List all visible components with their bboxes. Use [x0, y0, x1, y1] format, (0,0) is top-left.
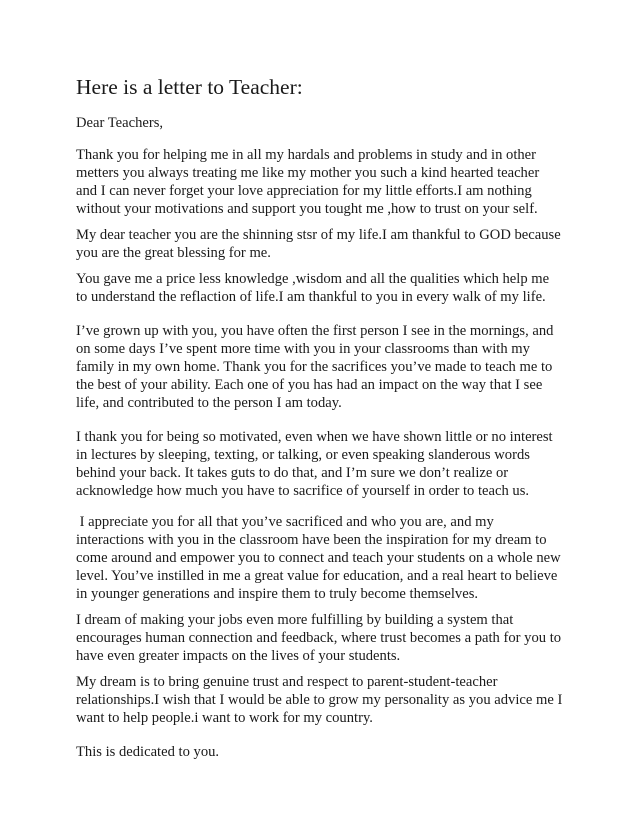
paragraph-line: life, and contributed to the person I am today. [76, 395, 342, 411]
paragraph-4 [76, 322, 566, 412]
paragraph-line: I appreciate you for all that you’ve sacrificed and who you are, and my [76, 514, 494, 530]
paragraph-line: interactions with you in the classroom have been the inspiration for my dream to [76, 532, 547, 548]
paragraph-line: You gave me a price less knowledge ,wisdom and all the qualities which help me [76, 271, 550, 287]
paragraph-5 [76, 428, 566, 500]
paragraph-line: the best of your ability. Each one of you has had an impact on the way that I see [76, 377, 543, 393]
paragraph-7 [76, 611, 566, 665]
closing-line [76, 743, 566, 761]
paragraph-8 [76, 673, 566, 727]
paragraph-line: you are the great blessing for me. [76, 245, 271, 261]
paragraph-line: to understand the reflaction of life.I am thankful to you in every walk of my life. [76, 289, 546, 305]
paragraph-line: behind your back. It takes guts to do that, and I’m sure we don’t realize or [76, 465, 509, 481]
paragraph-line: I’ve grown up with you, you have often the first person I see in the mornings, and [76, 323, 554, 339]
paragraph-line: and I can never forget your love appreciation for my little efforts.I am nothing [76, 183, 532, 199]
paragraph-line: My dream is to bring genuine trust and respect to parent-student-teacher [76, 674, 498, 690]
page-title: Here is a letter to Teacher: [76, 75, 303, 99]
paragraph-6 [76, 513, 566, 603]
paragraph-line: have even greater impacts on the lives of your students. [76, 648, 401, 664]
paragraph-line: level. You’ve instilled in me a great value for education, and a real heart to believe [76, 568, 558, 584]
paragraph-line: family in my own home. Thank you for the sacrifices you’ve made to teach me to [76, 359, 553, 375]
paragraph-line: come around and empower you to connect and teach your students on a whole new [76, 550, 561, 566]
paragraph-line: acknowledge how much you have to sacrifice of yourself in order to teach us. [76, 483, 530, 499]
paragraph-line: in younger generations and inspire them to truly become themselves. [76, 586, 479, 602]
paragraph-line: My dear teacher you are the shinning stsr of my life.I am thankful to GOD because [76, 227, 561, 243]
paragraph-line: I dream of making your jobs even more fulfilling by building a system that [76, 612, 514, 628]
paragraph-line: This is dedicated to you. [76, 744, 220, 760]
paragraph-line: encourages human connection and feedback, where trust becomes a path for you to [76, 630, 562, 646]
paragraph-line: relationships.I wish that I would be able to grow my personality as you advice me I [76, 692, 563, 708]
paragraph-3 [76, 270, 566, 306]
salutation: Dear Teachers, [76, 115, 164, 131]
paragraph-line: without your motivations and support you tought me ,how to trust on your self. [76, 201, 538, 217]
paragraph-line: I thank you for being so motivated, even when we have shown little or no interest [76, 429, 553, 445]
paragraph-2 [76, 226, 566, 262]
paragraph-1 [76, 146, 566, 218]
letter-page [76, 72, 566, 761]
paragraph-line: in lectures by sleeping, texting, or talking, or even speaking slanderous words [76, 447, 530, 463]
paragraph-line: on some days I’ve spent more time with you in your classrooms than with my [76, 341, 530, 357]
paragraph-line: want to help people.i want to work for my country. [76, 710, 373, 726]
paragraph-line: Thank you for helping me in all my hardals and problems in study and in other [76, 147, 537, 163]
paragraph-line: metters you always treating me like my mother you such a kind hearted teacher [76, 165, 540, 181]
